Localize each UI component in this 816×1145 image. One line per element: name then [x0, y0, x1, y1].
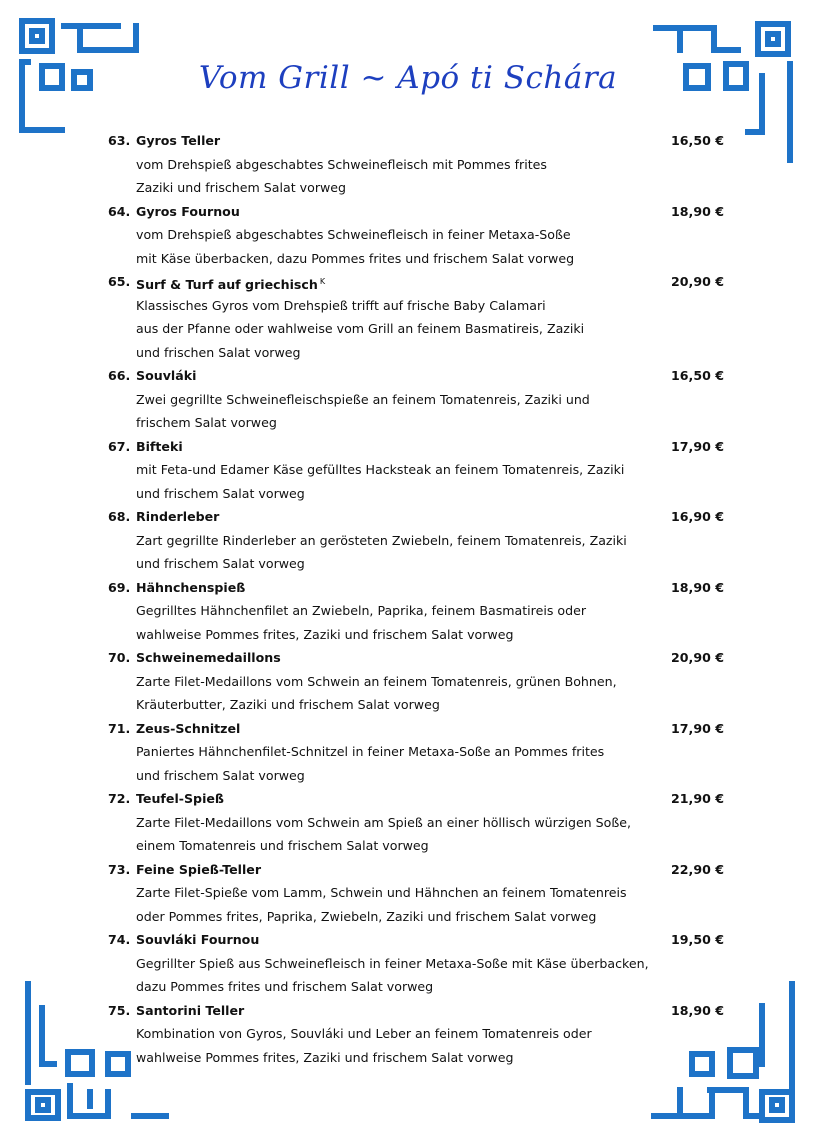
menu-item-number: 74.: [108, 932, 131, 947]
menu-list: [0, 129, 816, 1069]
menu-item-description-line: Zarte Filet-Spieße vom Lamm, Schwein und Hähnchen an feinem Tomatenreis: [136, 885, 627, 900]
menu-item-name: [136, 717, 240, 741]
menu-item-price: 18,90 €: [671, 1002, 724, 1018]
menu-item-name-text: Bifteki: [136, 438, 183, 454]
menu-item: [0, 200, 816, 271]
menu-item: [0, 505, 816, 576]
menu-item-description-line: Zart gegrillte Rinderleber an gerösteten Zwiebeln, feinem Tomatenreis, Zaziki: [136, 532, 627, 548]
menu-item-name-text: Zeus-Schnitzel: [136, 720, 241, 736]
menu-item: [0, 129, 816, 200]
menu-item: [0, 576, 816, 647]
menu-item-description-line: Gegrillter Spieß aus Schweinefleisch in feiner Metaxa-Soße mit Käse überbacken,: [136, 955, 649, 971]
menu-item-description-line: vom Drehspieß abgeschabtes Schweinefleisch in feiner Metaxa-Soße: [136, 227, 571, 242]
menu-item-name-text: Souvláki Fournou: [136, 932, 260, 947]
menu-item-price: 17,90 €: [671, 720, 724, 736]
menu-item-name-text: Rinderleber: [136, 509, 220, 524]
menu-item-name-text: Gyros Fournou: [136, 203, 240, 219]
menu-item-price: 20,90 €: [671, 650, 724, 665]
menu-item-description-line: und frischem Salat vorweg: [136, 767, 305, 783]
menu-item-name: [136, 646, 281, 670]
menu-item-header: [0, 364, 816, 388]
menu-item-description-line: Kombination von Gyros, Souvláki und Leber an feinem Tomatenreis oder: [136, 1026, 592, 1041]
menu-item-number: 70.: [108, 650, 131, 665]
menu-item-description-line: Paniertes Hähnchenfilet-Schnitzel in feiner Metaxa-Soße an Pommes frites: [136, 744, 605, 759]
menu-item-description-line: wahlweise Pommes frites, Zaziki und frischem Salat vorweg: [136, 1049, 514, 1065]
menu-item-description-line: Zaziki und frischem Salat vorweg: [136, 180, 347, 195]
menu-item-header: [0, 200, 816, 224]
menu-item-number: 75.: [108, 1002, 131, 1018]
menu-item-name-text: Hähnchenspieß: [136, 579, 246, 595]
menu-item-description-line: aus der Pfanne oder wahlweise vom Grill an feinem Basmatireis, Zaziki: [136, 321, 585, 336]
menu-item-description-line: vom Drehspieß abgeschabtes Schweinefleisch mit Pommes frites: [136, 156, 547, 172]
menu-item-name: [136, 505, 219, 529]
menu-item-number: 66.: [108, 368, 131, 383]
menu-item-price: 21,90 €: [671, 791, 724, 806]
menu-item-number: 71.: [108, 720, 131, 736]
menu-item: [0, 999, 816, 1070]
menu-item-description-line: Zarte Filet-Medaillons vom Schwein am Spieß an einer höllisch würzigen Soße,: [136, 814, 632, 830]
menu-item-description-line: und frischen Salat vorweg: [136, 344, 301, 360]
menu-item-name: [136, 576, 245, 600]
menu-item-price: 16,50 €: [671, 368, 724, 383]
menu-item-price: 17,90 €: [671, 438, 724, 454]
menu-item-description-line: dazu Pommes frites und frischem Salat vorweg: [136, 979, 434, 994]
menu-item-number: 69.: [108, 579, 131, 595]
menu-item-number: 63.: [108, 133, 131, 148]
menu-item: [0, 717, 816, 788]
menu-item-number: 68.: [108, 509, 131, 524]
menu-item-name: [136, 999, 244, 1023]
menu-item-name-text: Gyros Teller: [136, 133, 221, 148]
menu-item-price: 19,50 €: [671, 932, 724, 947]
menu-item: [0, 364, 816, 435]
menu-item-description-line: Klassisches Gyros vom Drehspieß trifft auf frische Baby Calamari: [136, 297, 546, 313]
menu-item-name: [136, 435, 183, 459]
menu-item: [0, 435, 816, 506]
menu-item-description-line: wahlweise Pommes frites, Zaziki und frischem Salat vorweg: [136, 626, 514, 642]
menu-item-name: [136, 928, 259, 952]
menu-item-price: 16,90 €: [671, 509, 724, 524]
menu-item-header: [0, 435, 816, 459]
menu-item-header: [0, 999, 816, 1023]
menu-item: [0, 270, 816, 364]
menu-item-name-text: Schweinemedaillons: [136, 650, 281, 665]
menu-item-price: 16,50 €: [671, 133, 724, 148]
menu-item-name-text: Souvláki: [136, 368, 197, 383]
menu-item-header: [0, 576, 816, 600]
menu-item-number: 72.: [108, 791, 131, 806]
allergen-note: K: [319, 277, 326, 286]
menu-item-description-line: Kräuterbutter, Zaziki und frischem Salat vorweg: [136, 697, 440, 712]
menu-item-header: [0, 858, 816, 882]
menu-item-header: [0, 270, 816, 294]
menu-item-price: 22,90 €: [671, 861, 724, 877]
menu-item-name: [136, 200, 240, 224]
page-title: Vom Grill ~ Apó ti Schára: [198, 60, 618, 96]
menu-item-number: 64.: [108, 203, 131, 219]
menu-item-price: 20,90 €: [671, 274, 724, 289]
menu-item-description-line: Zwei gegrillte Schweinefleischspieße an feinem Tomatenreis, Zaziki und: [136, 391, 590, 407]
menu-item-name-text: Santorini Teller: [136, 1002, 245, 1018]
menu-item-description-line: Gegrilltes Hähnchenfilet an Zwiebeln, Paprika, feinem Basmatireis oder: [136, 603, 587, 618]
menu-item-description-line: und frischem Salat vorweg: [136, 556, 305, 571]
menu-item-header: [0, 928, 816, 952]
menu-item-header: [0, 505, 816, 529]
menu-item-description-line: Zarte Filet-Medaillons vom Schwein an feinem Tomatenreis, grünen Bohnen,: [136, 673, 617, 689]
menu-item-name-text: Feine Spieß-Teller: [136, 861, 262, 877]
menu-item-name-text: Surf & Turf auf griechisch: [136, 277, 318, 293]
menu-item-description-line: mit Feta-und Edamer Käse gefülltes Hacksteak an feinem Tomatenreis, Zaziki: [136, 462, 625, 477]
menu-item-name: [136, 787, 224, 811]
menu-item-name-text: Teufel-Spieß: [136, 791, 224, 806]
menu-item-name: [136, 129, 220, 153]
menu-item-description-line: mit Käse überbacken, dazu Pommes frites und frischem Salat vorweg: [136, 250, 575, 266]
menu-item-header: [0, 646, 816, 670]
menu-item-number: 65.: [108, 274, 131, 289]
menu-item: [0, 928, 816, 999]
menu-item-price: 18,90 €: [671, 203, 724, 219]
menu-item: [0, 858, 816, 929]
menu-item-description-line: frischem Salat vorweg: [136, 415, 277, 430]
menu-item-header: [0, 787, 816, 811]
menu-item-header: [0, 717, 816, 741]
menu-item-number: 73.: [108, 861, 131, 877]
menu-item-number: 67.: [108, 438, 131, 454]
menu-item-description-line: einem Tomatenreis und frischem Salat vorweg: [136, 838, 429, 853]
menu-item: [0, 646, 816, 717]
menu-item-price: 18,90 €: [671, 579, 724, 595]
menu-item-name: [136, 858, 261, 882]
menu-item: [0, 787, 816, 858]
menu-item-description-line: und frischem Salat vorweg: [136, 485, 305, 501]
menu-item-name: [136, 364, 196, 388]
menu-item-header: [0, 129, 816, 153]
menu-item-description-line: oder Pommes frites, Paprika, Zwiebeln, Zaziki und frischem Salat vorweg: [136, 908, 597, 924]
